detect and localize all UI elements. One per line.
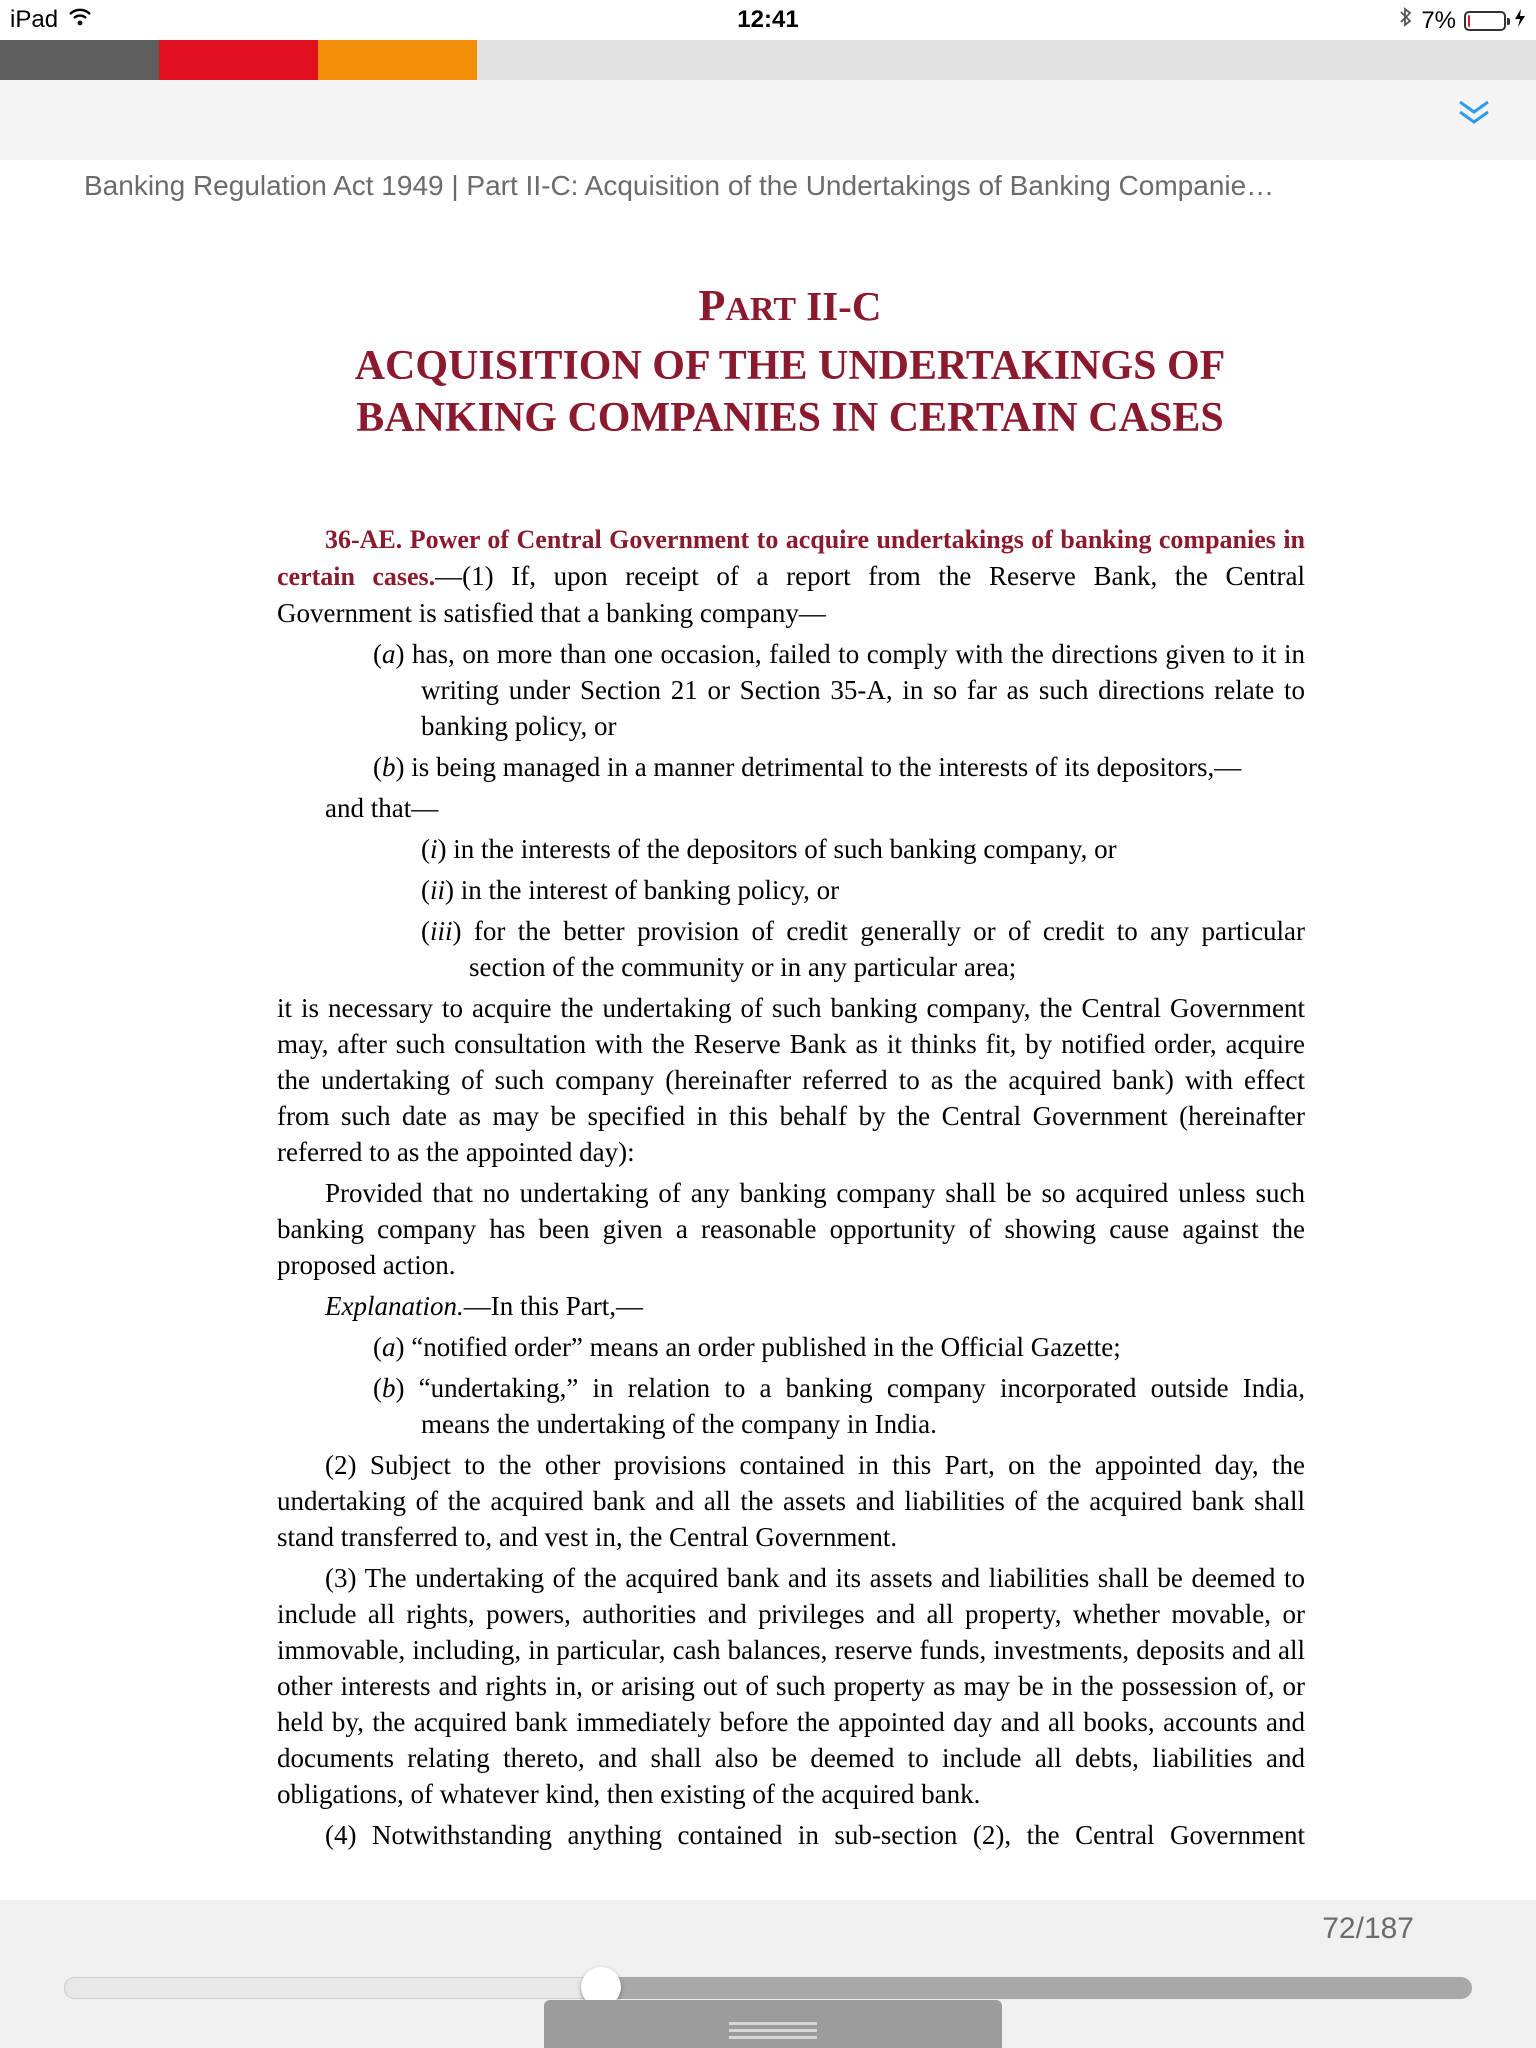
- proviso: Provided that no undertaking of any banking company shall be so acquired unless such banking company has been given a reasonable opportunity of showing cause against the proposed action.: [277, 1178, 1305, 1280]
- page-slider-progress: [64, 1977, 601, 1999]
- sub-section-3: (3) The undertaking of the acquired bank and its assets and liabilities shall be deemed to include all rights, powers, authorities and privileges and all property, whether movable, or immovable, including, in particular, cash balances, reserve funds, investments, deposits and all other interests and rights in, or arising out of such property as may be in the possession of, or held by, the acquired bank immediately before the appointed day and all books, accounts and documents relating thereto, and shall also be deemed to include all debts, liabilities and obligations, of whatever kind, then existing of the acquired bank.: [277, 1563, 1305, 1809]
- status-bar: [0, 0, 1536, 40]
- battery-icon: [1464, 11, 1506, 31]
- battery-percent: 7%: [1421, 6, 1456, 34]
- tab-segment[interactable]: [318, 40, 477, 80]
- sub-clause-i: (i) in the interests of the depositors of such banking company, or: [421, 834, 1117, 864]
- clock: 12:41: [737, 6, 799, 33]
- charging-icon: [1514, 7, 1526, 35]
- explanation-b: (b) “undertaking,” in relation to a banking company incorporated outside India, means the undertaking of the company in India.: [373, 1373, 1305, 1439]
- sub-section-4: (4) Notwithstanding anything contained in sub-section (2), the Central Government: [325, 1820, 1305, 1850]
- chapter-title: ACQUISITION OF THE UNDERTAKINGS OF BANKING COMPANIES IN CERTAIN CASES: [354, 343, 1226, 441]
- battery-level: [1468, 15, 1470, 27]
- necessity-paragraph: it is necessary to acquire the undertaking of such banking company, the Central Government may, after such consultation with the Reserve Bank as it thinks fit, by notified order, acquire the undertaking of such company (hereinafter referred to as the acquired bank) with effect from such date as may be specified in this behalf by the Central Government (hereinafter referred to as the appointed day):: [277, 993, 1305, 1167]
- explanation-a: (a) “notified order” means an order published in the Official Gazette;: [373, 1332, 1121, 1362]
- section-36ae-intro: 36-AE. Power of Central Government to acquire undertakings of banking companies in certain cases.—(1) If, upon receipt of a report from the Reserve Bank, the Central Government is satisfied that a banking company—: [277, 525, 1306, 628]
- tab-segment[interactable]: [159, 40, 318, 80]
- device-label: iPad: [10, 6, 59, 33]
- drawer-handle[interactable]: [544, 2000, 1002, 2048]
- page-slider[interactable]: [64, 1977, 1472, 1999]
- section-body: [277, 521, 1305, 1853]
- double-chevron-down-icon: [1456, 98, 1492, 133]
- page-indicator: 72/187: [1322, 1912, 1414, 1945]
- sub-clause-ii: (ii) in the interest of banking policy, or: [421, 875, 840, 905]
- collapse-toolbar-button[interactable]: [1444, 90, 1504, 140]
- part-heading: PART II-C: [698, 281, 882, 330]
- clause-b: (b) is being managed in a manner detrimental to the interests of its depositors,—: [373, 752, 1242, 782]
- document-title: Banking Regulation Act 1949 | Part II-C: Acquisition of the Undertakings of Banking Companie…: [84, 170, 1275, 201]
- section-heading: 36-AE. Power of Central Government to acquire undertakings of banking companies in certain cases.: [277, 525, 1305, 591]
- toolbar: [0, 80, 1536, 160]
- sub-section-2: (2) Subject to the other provisions contained in this Part, on the appointed day, the undertaking of the acquired bank and all the assets and liabilities of the acquired bank shall stand transferred to, and vest in, the Central Government.: [277, 1450, 1305, 1552]
- sub-clause-iii: (iii) for the better provision of credit generally or of credit to any particular section of the community or in any particular area;: [421, 916, 1305, 982]
- tab-strip: [0, 40, 1536, 80]
- and-that: and that—: [325, 793, 439, 823]
- bluetooth-icon: [1399, 6, 1413, 35]
- tab-segment[interactable]: [0, 40, 159, 80]
- clause-a: (a) has, on more than one occasion, failed to comply with the directions given to it in writing under Section 21 or Section 35-A, in so far as such directions relate to banking policy, or: [373, 639, 1306, 741]
- explanation: Explanation.—In this Part,—: [325, 1291, 643, 1321]
